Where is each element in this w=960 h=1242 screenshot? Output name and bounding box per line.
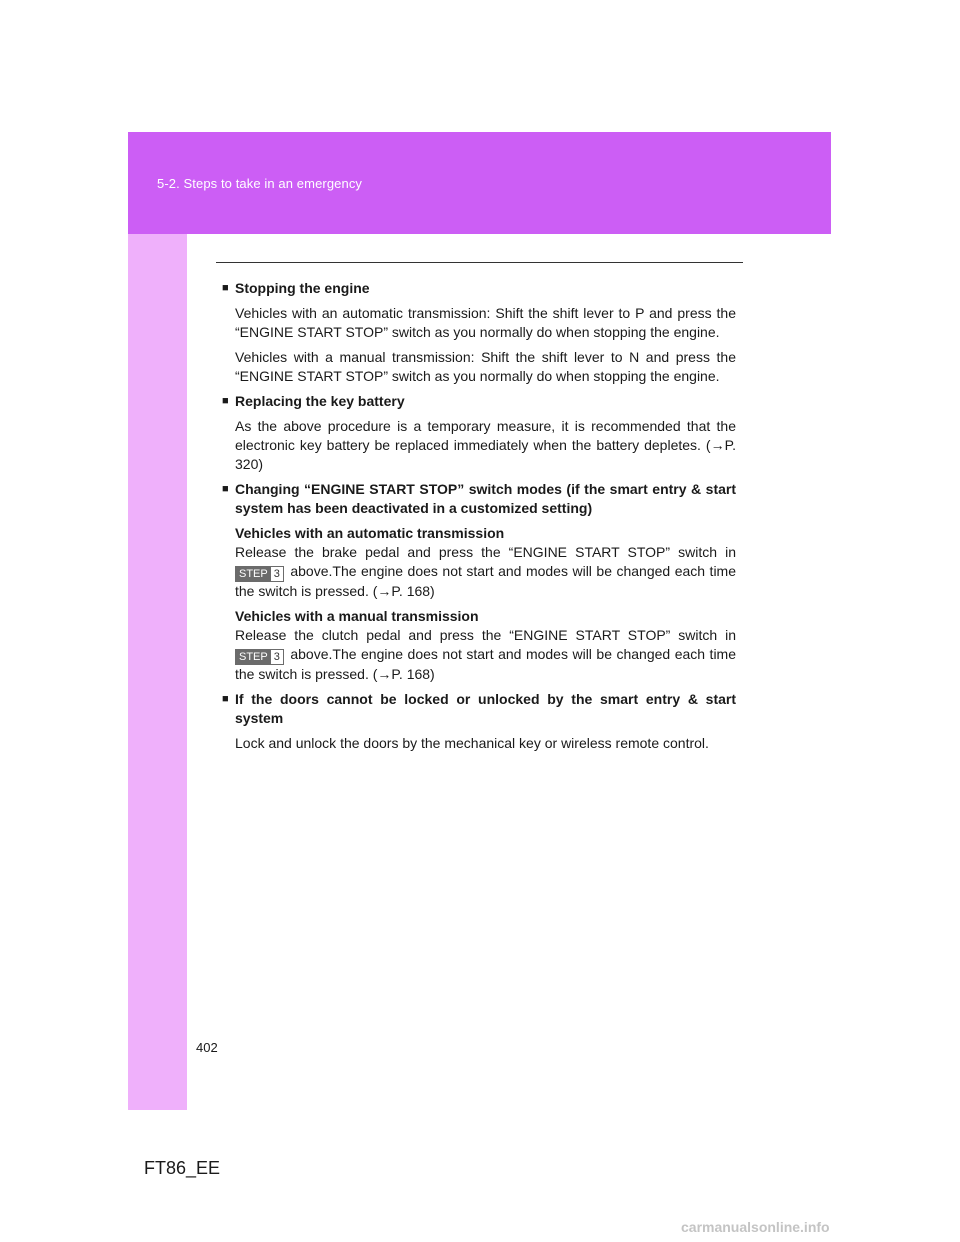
square-bullet-icon: ■ xyxy=(222,483,229,495)
subsection-text: above.The engine does not start and modes will be changed each time the switch is pressed. (→P. 168) xyxy=(235,563,736,599)
square-bullet-icon: ■ xyxy=(222,395,229,407)
section-heading: Stopping the engine xyxy=(235,280,370,296)
subsection-heading: Vehicles with a manual transmission xyxy=(235,608,479,624)
subsection-manual xyxy=(235,607,736,684)
section-doors xyxy=(222,690,736,753)
subsection-text: Release the brake pedal and press the “ENGINE START STOP” switch in xyxy=(235,544,736,560)
square-bullet-icon: ■ xyxy=(222,282,229,294)
section-heading: Changing “ENGINE START STOP” switch modes (if the smart entry & start system has been deactivated in a customized setting) xyxy=(235,481,736,516)
section-key-battery xyxy=(222,392,736,474)
step-badge xyxy=(235,649,284,665)
watermark: carmanualsonline.info xyxy=(681,1219,830,1235)
subsection-heading: Vehicles with an automatic transmission xyxy=(235,525,505,541)
page-number: 402 xyxy=(196,1040,218,1055)
divider xyxy=(216,262,743,263)
section-title: 5-2. Steps to take in an emergency xyxy=(157,176,363,191)
section-heading: Replacing the key battery xyxy=(235,393,405,409)
step-number: 3 xyxy=(271,650,283,664)
paragraph: Vehicles with an automatic transmission: Shift the shift lever to P and press the “ENGINE START STOP” switch as you normally do when stopping the engine. xyxy=(235,305,736,340)
step-badge xyxy=(235,566,284,582)
subsection-text: Release the clutch pedal and press the “ENGINE START STOP” switch in xyxy=(235,627,736,643)
document-code: FT86_EE xyxy=(144,1158,221,1178)
square-bullet-icon: ■ xyxy=(222,693,229,705)
section-heading: If the doors cannot be locked or unlocked by the smart entry & start system xyxy=(235,691,736,726)
step-number: 3 xyxy=(271,567,283,581)
paragraph: Lock and unlock the doors by the mechanical key or wireless remote control. xyxy=(235,735,709,751)
subsection-automatic xyxy=(235,524,736,601)
step-label: STEP xyxy=(236,567,271,581)
section-stopping-engine xyxy=(222,279,736,386)
page-content xyxy=(222,279,736,759)
side-band xyxy=(128,234,187,1110)
section-switch-modes xyxy=(222,480,736,684)
paragraph: As the above procedure is a temporary measure, it is recommended that the electronic key battery be replaced immediately when the battery depletes. (→P. 320) xyxy=(235,418,736,472)
paragraph: Vehicles with a manual transmission: Shift the shift lever to N and press the “ENGINE START STOP” switch as you normally do when stopping the engine. xyxy=(235,349,736,384)
step-label: STEP xyxy=(236,650,271,664)
subsection-text: above.The engine does not start and modes will be changed each time the switch is pressed. (→P. 168) xyxy=(235,646,736,682)
